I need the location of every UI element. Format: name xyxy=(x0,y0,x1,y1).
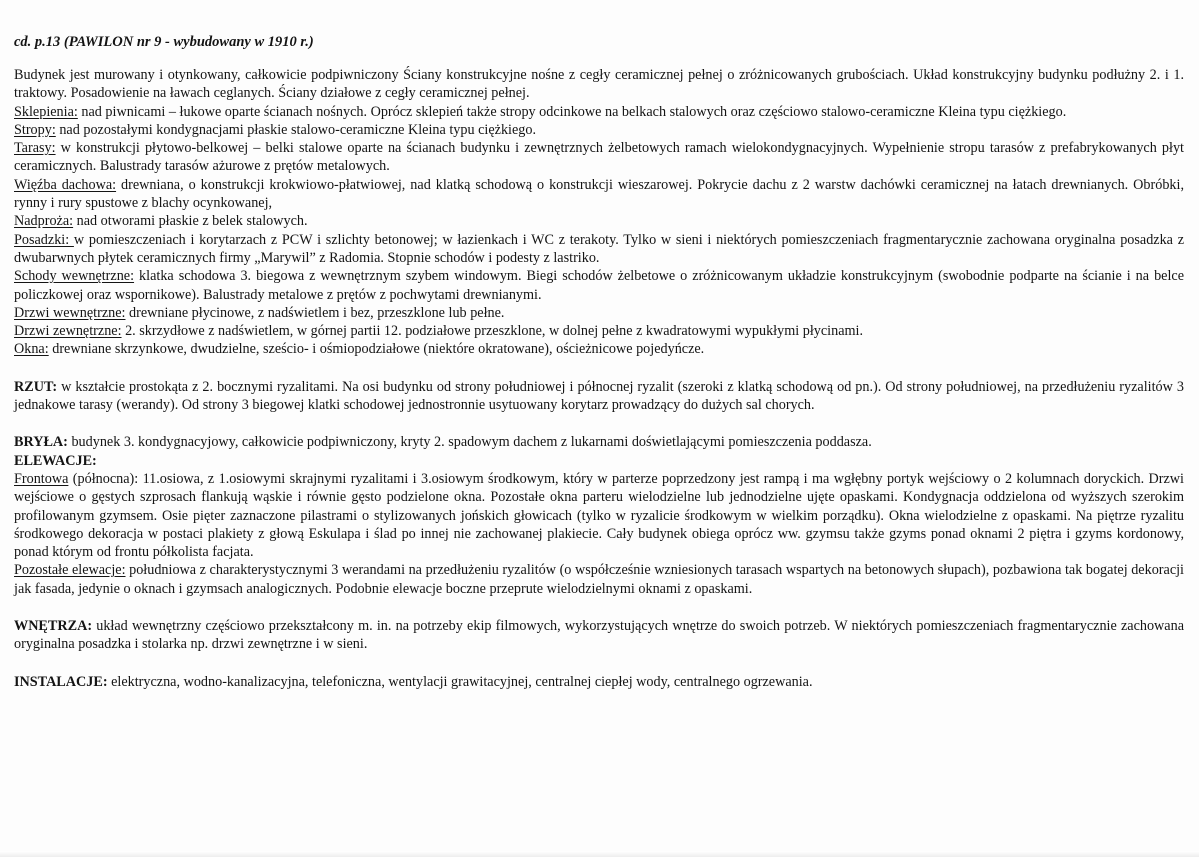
item-text: drewniana, o konstrukcji krokwiowo-płatwiowej, nad klatką schodową o konstrukcji wieszarowej. Pokrycie dachu z 2 warstw dachówki ceramicznej na łatach drewnianych. Obróbki, rynny i rury spustowe z blachy ocynkowanej, xyxy=(14,176,1185,212)
paragraph-gap xyxy=(14,414,1184,433)
item-schody-wewnetrzne xyxy=(14,267,1184,304)
section-text: układ wewnętrzny częściowo przekształcony m. in. na potrzeby ekip filmowych, wykorzystujących wnętrze do swoich potrzeb. W niektórych pomieszczeniach fragmentarycznie zachowana oryginalna posadzka i stolarka np. drzwi zewnętrzne i w sieni. xyxy=(14,618,1184,653)
section-text: elektryczna, wodno-kanalizacyjna, telefoniczna, wentylacji grawitacyjnej, centralnej ciepłej wody, centralnego ogrzewania. xyxy=(107,673,813,690)
section-instalacje xyxy=(14,673,1184,691)
section-label: WNĘTRZA: xyxy=(14,618,93,635)
item-label: Frontowa xyxy=(14,470,69,487)
item-label: Drzwi wewnętrzne: xyxy=(14,304,126,321)
item-label: Schody wewnętrzne: xyxy=(14,268,135,285)
item-text: (północna): 11.osiowa, z 1.osiowymi skrajnymi ryzalitami i 3.osiowym środkowym, który w parterze poprzedzony jest rampą i ma wgłębny portyk wejściowy o 2 kolumnach doryckich. Drzwi wejściowe o gęstych szprosach flankują wąskie i równie gęsto podzielone okna. Pozostałe okna parteru wielodzielne lub jednodzielne ujęte opaskami. Kondygnacja oddzielona od wyższych szerokim profilowanym gzymsem. Osie pięter zaznaczone pilastrami o stylizowanych jońskich głowicach (tylko w ryzalicie środkowym w wielkim porządku). Okna wielodzielne z opaskami. Na piętrze ryzalitu środkowego dekoracja w postaci plakiety z głową Eskulapa i ślad po innej nie zachowanej plakiecie. Cały budynek obiega oprócz ww. gzymsu także gzyms ponad oknami 2 piętra i gzyms kordonowy, ponad którym od frontu półkolista facjata. xyxy=(14,470,1184,561)
item-text: w konstrukcji płytowo-belkowej – belki stalowe oparte na ścianach budynku i zewnętrznych żelbetowych ramach wielokondygnacyjnych. Wypełnienie stropu tarasów z prefabrykowanych płyt ceramicznych. Balustrady tarasów ażurowe z prętów metalowych. xyxy=(14,140,1184,175)
item-posadzki xyxy=(14,231,1184,268)
item-text: nad piwnicami – łukowe oparte ścianach nośnych. Oprócz sklepień także stropy odcinkowe na belkach stalowych oraz częściowo stalowo-ceramiczne Kleina typu ciężkiego. xyxy=(77,103,1067,120)
paragraph-gap xyxy=(14,598,1184,617)
item-label: Stropy: xyxy=(14,121,56,138)
item-nadproza xyxy=(14,212,1184,230)
section-text: budynek 3. kondygnacyjowy, całkowicie podpiwniczony, kryty 2. spadowym dachem z lukarnami doświetlającymi pomieszczenia poddasza. xyxy=(67,434,872,451)
item-label: Okna: xyxy=(14,341,49,358)
item-sklepienia xyxy=(14,103,1184,121)
item-tarasy xyxy=(14,139,1184,176)
section-wnetrza xyxy=(14,617,1184,654)
item-label: Więźba dachowa: xyxy=(14,176,117,193)
elewacje-pozostale xyxy=(14,561,1184,598)
item-label: Sklepienia: xyxy=(14,103,78,120)
document-body xyxy=(14,66,1184,691)
section-bryla xyxy=(14,433,1184,451)
scan-edge-shadow xyxy=(0,851,1199,857)
item-text: klatka schodowa 3. biegowa z wewnętrznym szybem windowym. Biegi schodów żelbetowe o zróżnicowanym układzie konstrukcyjnym (swobodnie podparte na ścianie i na belce policzkowej oraz wspornikowe). Balustrady metalowe z prętów z pochwytami drewnianymi. xyxy=(14,268,1184,303)
section-rzut xyxy=(14,378,1184,415)
item-drzwi-wewnetrzne xyxy=(14,304,1184,322)
item-stropy xyxy=(14,121,1184,139)
section-text: w kształcie prostokąta z 2. bocznymi ryzalitami. Na osi budynku od strony południowej i północnej ryzalit (szeroki z klatką schodową od pn.). Od strony południowej, na przedłużeniu ryzalitów 3 jednakowe tarasy (werandy). Od strony 3 biegowej klatki schodowej jednostronnie usytuowany korytarz prowadzący do dużych sal chorych. xyxy=(14,378,1184,414)
item-label: Drzwi zewnętrzne: xyxy=(14,323,122,340)
item-text: drewniane płycinowe, z nadświetlem i bez, przeszklone lub pełne. xyxy=(125,304,505,321)
paragraph-gap xyxy=(14,359,1184,378)
item-okna xyxy=(14,340,1184,358)
intro-paragraph: Budynek jest murowany i otynkowany, całkowicie podpiwniczony Ściany konstrukcyjne nośne z cegły ceramicznej pełnej o zróżnicowanych grubościach. Układ konstrukcyjny budynku podłużny 2. i 1. traktowy. Posadowienie na ławach ceglanych. Ściany działowe z cegły ceramicznej pełnej. xyxy=(14,67,1184,102)
section-label: RZUT: xyxy=(14,378,58,395)
item-text: południowa z charakterystycznymi 3 werandami na przedłużeniu ryzalitów (o współcześnie wzniesionych tarasach wspartych na betonowych słupach), pozbawiona tak bogatej dekoracji jak fasada, jedynie o oknach i gzymsach analogicznych. Podobnie elewacje boczne przeprute wielodzielnymi oknami z opaskami. xyxy=(14,562,1184,597)
item-text: nad otworami płaskie z belek stalowych. xyxy=(73,213,308,230)
item-label: Posadzki: xyxy=(14,231,74,248)
section-label: INSTALACJE: xyxy=(14,673,108,690)
item-wiezba-dachowa xyxy=(14,176,1184,213)
paragraph-gap xyxy=(14,654,1184,673)
elewacja-frontowa xyxy=(14,470,1184,561)
item-text: drewniane skrzynkowe, dwudzielne, sześcio- i ośmiopodziałowe (niektóre okratowane), ościeżnicowe pojedyńcze. xyxy=(48,341,705,358)
item-label: Nadproża: xyxy=(14,213,74,230)
item-drzwi-zewnetrzne xyxy=(14,322,1184,340)
item-text: nad pozostałymi kondygnacjami płaskie stalowo-ceramiczne Kleina typu ciężkiego. xyxy=(55,121,537,138)
item-text: w pomieszczeniach i korytarzach z PCW i szlichty betonowej; w łazienkach i WC z terakoty. Tylko w sieni i niektórych pomieszczeniach fragmentarycznie zachowana oryginalna posadzka z dwubarwnych płytek ceramicznych firmy „Marywil” z Radomia. Stopnie schodów i podesty z lastriko. xyxy=(14,231,1185,266)
section-elewacje-heading: ELEWACJE: xyxy=(14,452,97,469)
page-header: cd. p.13 (PAWILON nr 9 - wybudowany w 1910 r.) xyxy=(14,34,314,50)
section-label: BRYŁA: xyxy=(14,434,68,451)
item-label: Tarasy: xyxy=(14,140,56,157)
item-label: Pozostałe elewacje: xyxy=(14,562,126,579)
item-text: 2. skrzydłowe z nadświetlem, w górnej partii 12. podziałowe przeszklone, w dolnej pełne z kwadratowymi wypukłymi płycinami. xyxy=(121,323,864,340)
